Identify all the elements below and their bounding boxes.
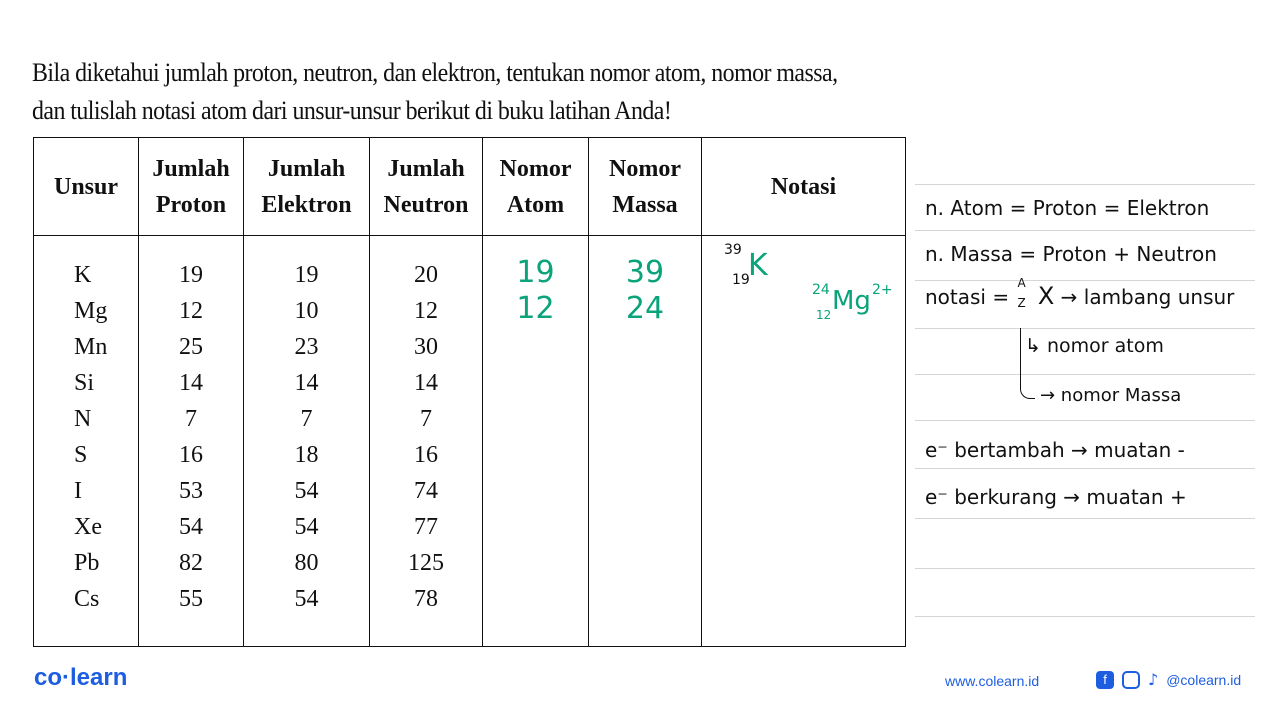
cell-proton: 25 — [179, 334, 203, 360]
cell-neutron: 7 — [420, 406, 432, 432]
cell-unsur: Mg — [74, 298, 108, 324]
cell-proton: 14 — [179, 370, 203, 396]
cell-unsur: K — [74, 262, 92, 288]
cell-unsur: Si — [74, 370, 95, 396]
cell-unsur: S — [74, 442, 88, 468]
cell-elektron: 14 — [294, 370, 319, 396]
note-electron-gain: e⁻ bertambah → muatan - — [925, 438, 1185, 462]
cell-neutron: 74 — [414, 478, 438, 504]
instruction-line-1: Bila diketahui jumlah proton, neutron, dan elektron, tentukan nomor atom, nomor massa, — [32, 58, 838, 87]
instruction-text — [32, 54, 842, 130]
cell-unsur: Cs — [74, 586, 100, 612]
note-nomor-massa-arrow: → nomor Massa — [1040, 385, 1182, 406]
header-nomor-atom: Nomor Atom — [483, 138, 589, 236]
header-nomor-massa: Nomor Massa — [589, 138, 702, 236]
instagram-icon[interactable] — [1122, 671, 1140, 689]
column-notasi — [702, 236, 906, 647]
instruction-line-2: dan tulislah notasi atom dari unsur-unsur berikut di buku latihan Anda! — [32, 96, 672, 125]
cell-elektron: 54 — [294, 478, 319, 504]
header-unsur: Unsur — [34, 138, 139, 236]
cell-proton: 16 — [179, 442, 203, 468]
colearn-logo: co·learn — [34, 664, 128, 691]
cell-neutron: 12 — [414, 298, 438, 324]
note-notasi: notasi = A Z X → lambang unsur — [925, 275, 1235, 310]
note-nomor-atom-arrow: ↳ nomor atom — [1025, 335, 1164, 357]
cell-proton: 55 — [179, 586, 203, 612]
note-electron-loss: e⁻ berkurang → muatan + — [925, 485, 1187, 509]
cell-neutron: 16 — [414, 442, 438, 468]
social-links — [1096, 670, 1241, 689]
cell-neutron: 14 — [414, 370, 438, 396]
cell-elektron: 7 — [300, 406, 313, 432]
header-elektron: Jumlah Elektron — [244, 138, 370, 236]
column-nomor-massa — [589, 236, 702, 647]
notasi-mg: 24 12 Mg 2+ — [812, 282, 893, 322]
column-unsur — [34, 236, 139, 647]
cell-unsur: Xe — [74, 514, 102, 540]
header-notasi: Notasi — [702, 138, 906, 236]
header-proton: Jumlah Proton — [139, 138, 244, 236]
column-nomor-atom — [483, 236, 589, 647]
cell-proton: 19 — [179, 262, 203, 288]
column-proton — [139, 236, 244, 647]
cell-proton: 53 — [179, 478, 203, 504]
cell-elektron: 54 — [294, 514, 319, 540]
atom-table — [33, 137, 906, 647]
cell-elektron: 80 — [294, 550, 319, 576]
cell-proton: 7 — [185, 406, 197, 432]
cell-proton: 12 — [179, 298, 203, 324]
cell-neutron: 77 — [414, 514, 438, 540]
handwritten-nomor-atom: 12 — [516, 291, 555, 326]
cell-unsur: Pb — [74, 550, 100, 576]
tiktok-icon[interactable]: ♪ — [1148, 670, 1159, 689]
handwritten-nomor-atom: 19 — [516, 255, 555, 290]
column-elektron — [244, 236, 370, 647]
cell-proton: 54 — [179, 514, 203, 540]
cell-neutron: 125 — [408, 550, 444, 576]
cell-neutron: 78 — [414, 586, 438, 612]
cell-neutron: 20 — [414, 262, 438, 288]
cell-elektron: 23 — [294, 334, 319, 360]
cell-elektron: 54 — [294, 586, 319, 612]
table-header-row — [34, 138, 906, 236]
note-nomor-atom: n. Atom = Proton = Elektron — [925, 196, 1210, 220]
cell-neutron: 30 — [414, 334, 438, 360]
handwritten-nomor-massa: 24 — [625, 291, 665, 326]
cell-elektron: 19 — [294, 262, 319, 288]
column-neutron — [370, 236, 483, 647]
cell-unsur: I — [74, 478, 82, 504]
header-neutron: Jumlah Neutron — [370, 138, 483, 236]
cell-proton: 82 — [179, 550, 203, 576]
social-handle: @colearn.id — [1166, 671, 1242, 688]
handwritten-nomor-massa: 39 — [625, 255, 665, 290]
cell-elektron: 10 — [294, 298, 319, 324]
cell-unsur: N — [74, 406, 92, 432]
facebook-icon[interactable]: f — [1096, 671, 1114, 689]
note-nomor-massa: n. Massa = Proton + Neutron — [925, 242, 1217, 266]
footer — [0, 656, 1280, 706]
notasi-k: 39 19 K — [724, 242, 768, 288]
cell-unsur: Mn — [74, 334, 108, 360]
website-link[interactable]: www.colearn.id — [945, 673, 1040, 689]
cell-elektron: 18 — [294, 442, 319, 468]
bracket-line — [1020, 328, 1035, 399]
